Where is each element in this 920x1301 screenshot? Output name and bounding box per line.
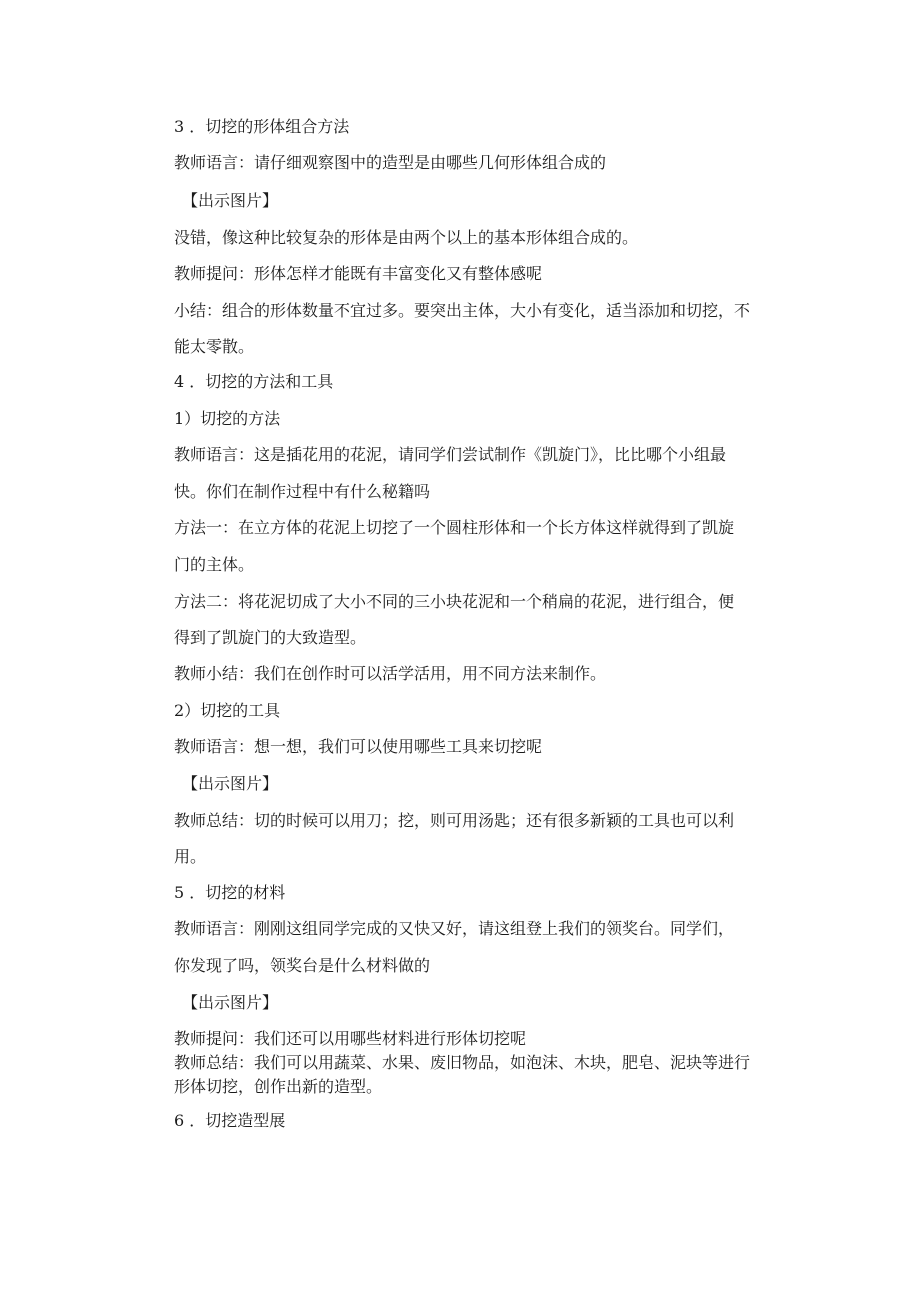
show-picture-note: 【出示图片】 [182,993,279,1012]
section-heading-5: 5 ．切挖的材料 [174,883,286,902]
paragraph-line: 教师提问：形体怎样才能既有丰富变化又有整体感呢 [174,264,543,283]
section-heading-6: 6 ．切挖造型展 [174,1111,286,1130]
paragraph-line: 方法一：在立方体的花泥上切挖了一个圆柱形体和一个长方体这样就得到了凯旋 [174,518,735,537]
paragraph-line: 你发现了吗，领奖台是什么材料做的 [174,956,431,975]
paragraph-line: 教师语言：请仔细观察图中的造型是由哪些几何形体组合成的 [174,153,607,172]
subsection-heading: 2）切挖的工具 [174,701,281,720]
paragraph-line: 形体切挖，创作出新的造型。 [174,1077,383,1096]
paragraph-line: 教师语言：想一想，我们可以使用哪些工具来切挖呢 [174,737,543,756]
show-picture-note: 【出示图片】 [182,191,279,210]
paragraph-line: 教师总结：切的时候可以用刀；挖，则可用汤匙；还有很多新颖的工具也可以利 [174,811,735,830]
paragraph-line: 门的主体。 [174,555,255,574]
paragraph-line: 方法二：将花泥切成了大小不同的三小块花泥和一个稍扁的花泥，进行组合，便 [174,592,735,611]
paragraph-line: 教师总结：我们可以用蔬菜、水果、废旧物品，如泡沫、木块，肥皂、泥块等进行 [174,1053,751,1072]
subsection-heading: 1）切挖的方法 [174,409,281,428]
paragraph-line: 教师语言：刚刚这组同学完成的又快又好，请这组登上我们的领奖台。同学们， [174,919,735,938]
section-heading-3: 3 ．切挖的形体组合方法 [174,117,350,136]
paragraph-line: 得到了凯旋门的大致造型。 [174,628,367,647]
paragraph-line: 能太零散。 [174,337,255,356]
section-heading-4: 4 ．切挖的方法和工具 [174,372,334,391]
paragraph-line: 教师小结：我们在创作时可以活学活用，用不同方法来制作。 [174,664,607,683]
paragraph-line: 教师语言：这是插花用的花泥，请同学们尝试制作《凯旋门》，比比哪个小组最 [174,445,727,464]
paragraph-line: 教师提问：我们还可以用哪些材料进行形体切挖呢 [174,1029,527,1048]
paragraph-line: 用。 [174,847,207,866]
paragraph-line: 小结：组合的形体数量不宜过多。要突出主体，大小有变化，适当添加和切挖，不 [174,301,751,320]
show-picture-note: 【出示图片】 [182,774,279,793]
paragraph-line: 快。你们在制作过程中有什么秘籍吗 [174,482,431,501]
paragraph-line: 没错，像这种比较复杂的形体是由两个以上的基本形体组合成的。 [174,228,639,247]
